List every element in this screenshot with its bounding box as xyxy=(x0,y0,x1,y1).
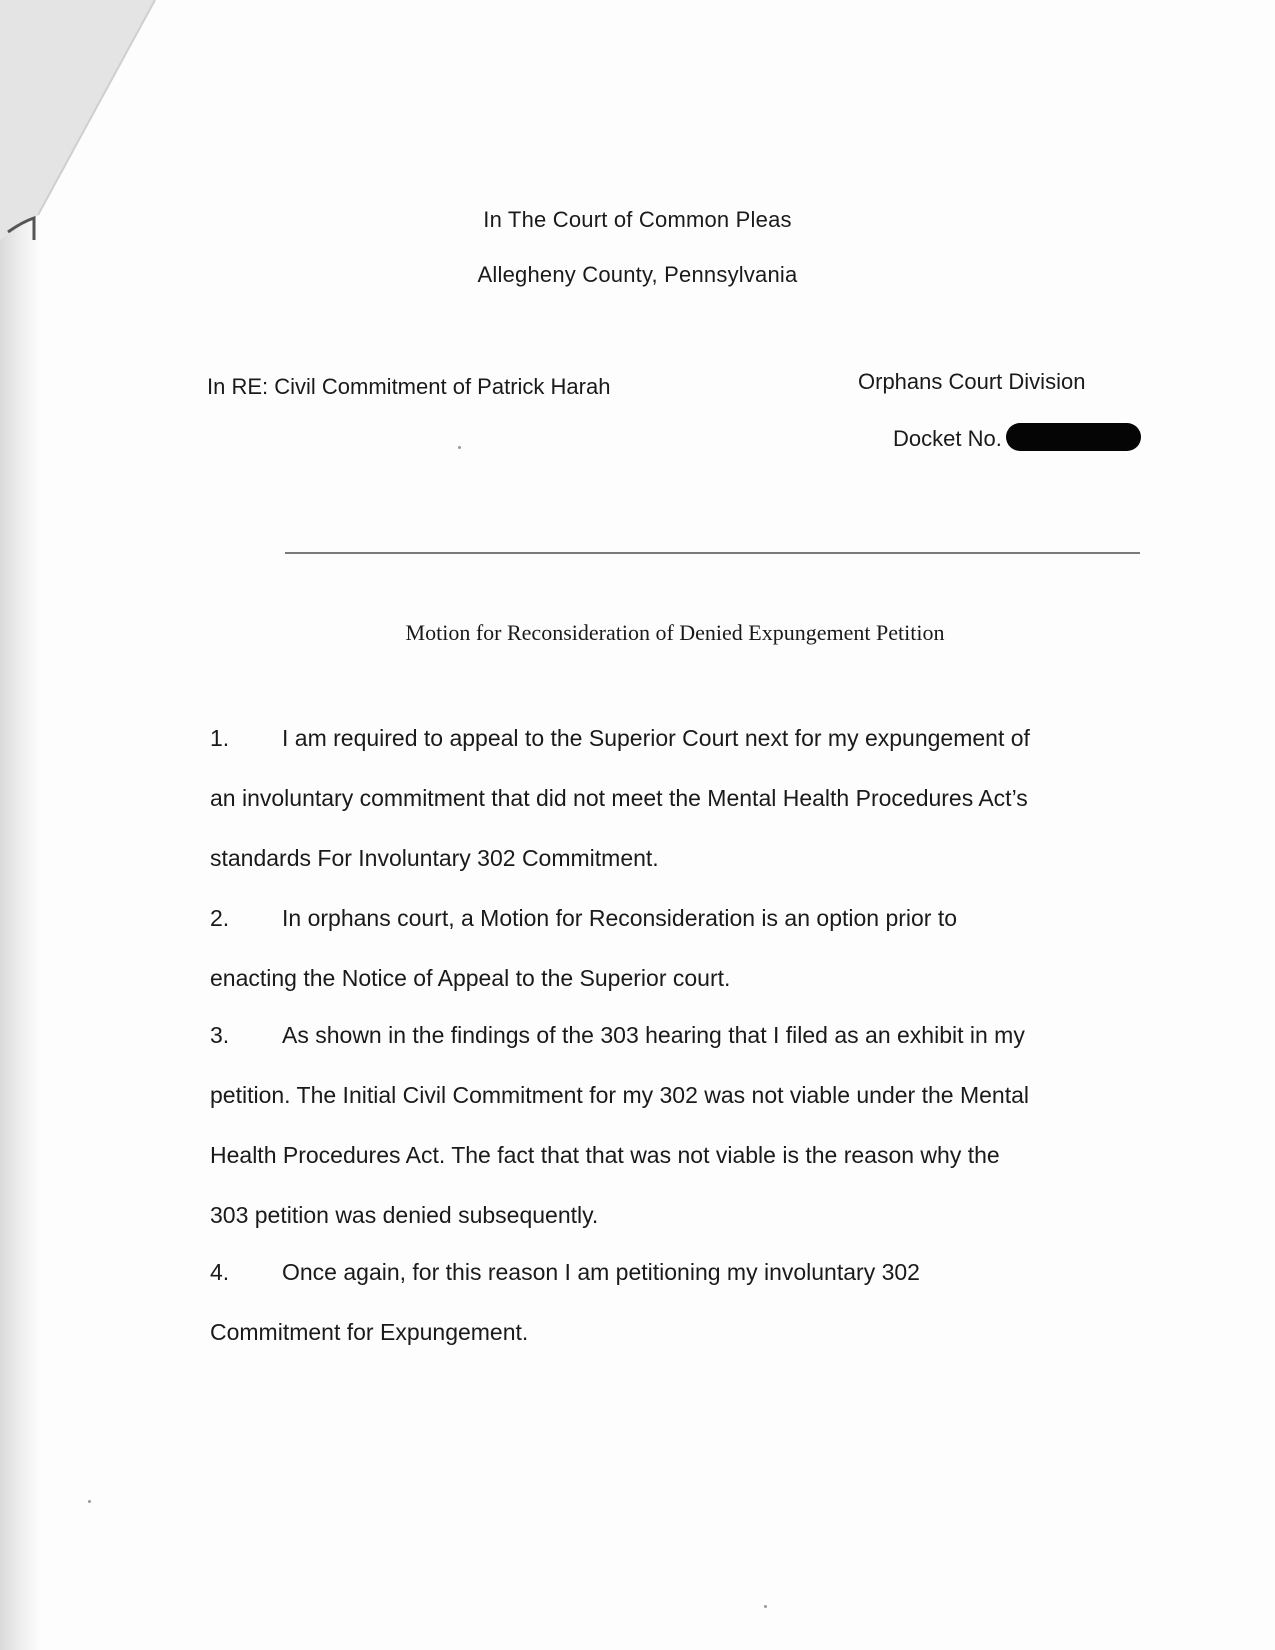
docket-number xyxy=(893,425,1141,453)
paragraph-line: Health Procedures Act. The fact that that was not viable is the reason why the xyxy=(210,1142,1000,1168)
scan-edge-shadow xyxy=(0,0,40,1650)
case-caption: In RE: Civil Commitment of Patrick Harah xyxy=(207,374,611,399)
paragraph-line: petition. The Initial Civil Commitment for my 302 was not viable under the Mental xyxy=(210,1082,1030,1108)
paragraph-number: 4. xyxy=(210,1259,230,1285)
county-name: Allegheny County, Pennsylvania xyxy=(477,262,798,287)
paragraph-line: Commitment for Expungement. xyxy=(210,1319,529,1345)
paragraph-line: standards For Involuntary 302 Commitment. xyxy=(210,845,659,871)
paragraph-1 xyxy=(210,708,1150,888)
paragraph-line xyxy=(210,888,1150,948)
paragraph-2 xyxy=(210,888,1150,1008)
paragraph-line: an involuntary commitment that did not meet the Mental Health Procedures Act’s xyxy=(210,785,1028,811)
paragraph-number: 1. xyxy=(210,725,230,751)
paragraph-3 xyxy=(210,1005,1150,1245)
motion-title: Motion for Reconsideration of Denied Expungement Petition xyxy=(405,620,945,645)
paragraph-line xyxy=(210,708,1150,768)
docket-label: Docket No. xyxy=(893,426,1002,451)
redaction-mark xyxy=(1006,423,1141,451)
paragraph-text: As shown in the findings of the 303 hearing that I filed as an exhibit in my xyxy=(282,1022,1025,1048)
divider-line xyxy=(285,552,1140,554)
paragraph-number: 3. xyxy=(210,1022,230,1048)
court-name: In The Court of Common Pleas xyxy=(483,207,792,232)
scan-speck xyxy=(458,446,461,449)
scan-speck xyxy=(88,1500,91,1503)
scan-speck xyxy=(764,1605,767,1608)
page-fold-shadow xyxy=(0,0,170,240)
paragraph-line xyxy=(210,1242,1150,1302)
paragraph-text: I am required to appeal to the Superior Court next for my expungement of xyxy=(282,725,1030,751)
paragraph-text: Once again, for this reason I am petitioning my involuntary 302 xyxy=(282,1259,920,1285)
paragraph-line: enacting the Notice of Appeal to the Superior court. xyxy=(210,965,731,991)
court-division: Orphans Court Division xyxy=(858,369,1086,394)
paragraph-text: In orphans court, a Motion for Reconsideration is an option prior to xyxy=(282,905,958,931)
paragraph-4 xyxy=(210,1242,1150,1362)
paragraph-number: 2. xyxy=(210,905,230,931)
paragraph-line xyxy=(210,1005,1150,1065)
paragraph-line: 303 petition was denied subsequently. xyxy=(210,1202,599,1228)
